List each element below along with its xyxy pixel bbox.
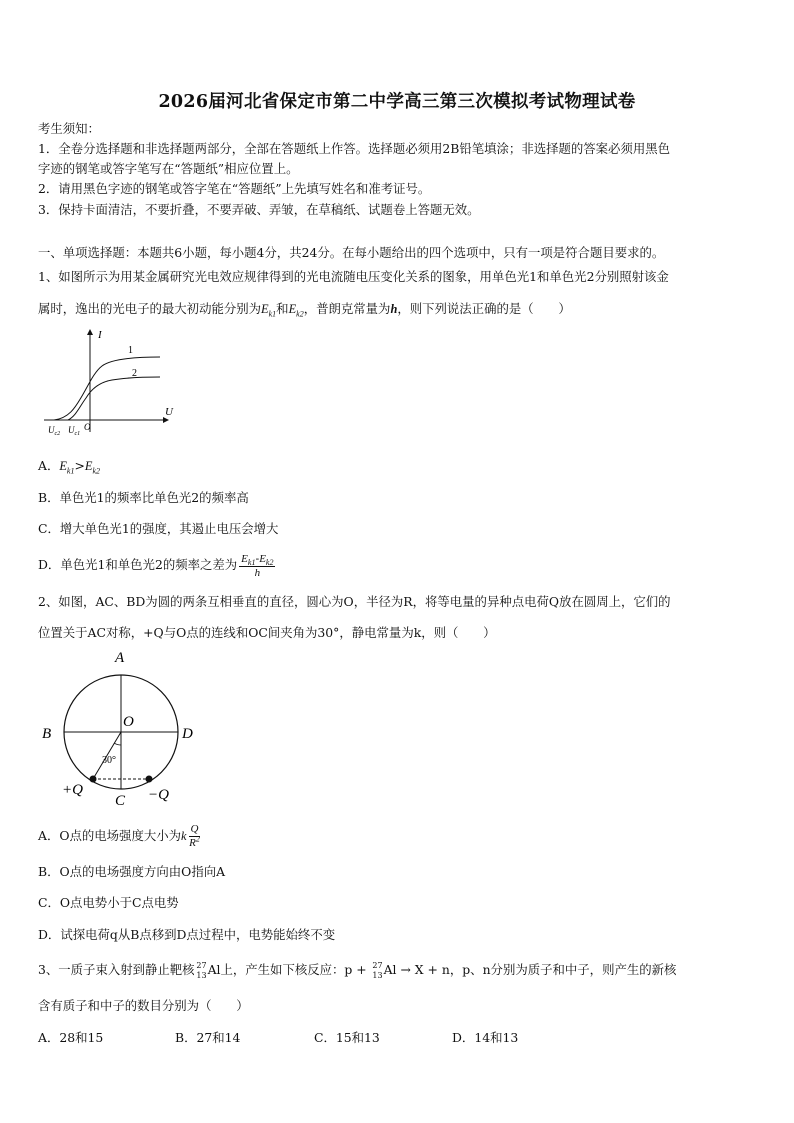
curve-1 (54, 357, 160, 420)
notice-item: 3．保持卡面清洁，不要折叠，不要弄破、弄皱，在草稿纸、试题卷上答题无效。 (38, 202, 480, 217)
plus-q-charge (90, 776, 97, 783)
q1-stem-line1: 1、如图所示为用某金属研究光电效应规律得到的光电流随电压变化关系的图象，用单色光1和单色光2分别照射该金 (38, 269, 669, 284)
q2-stem-line1: 2、如图，AC、BD为圆的两条互相垂直的直径，圆心为O，半径为R，将等电量的异种点电荷Q放在圆周上，它们的 (38, 594, 671, 609)
notice-item: 1．全卷分选择题和非选择题两部分，全部在答题纸上作答。选择题必须用2B铅笔填涂；非选择题的答案必须用黑色 (38, 141, 671, 156)
q2-option-c: C．O点电势小于C点电势 (38, 895, 179, 910)
reaction-equation: p + 27 13 Al → X + n (344, 960, 450, 980)
q3-stem-line2: 含有质子和中子的数目分别为（ ） (38, 998, 249, 1013)
plus-q-label: +Q (62, 782, 83, 798)
q3-option-a: A．28和15 (38, 1030, 104, 1045)
photoelectric-iu-graph (40, 326, 180, 438)
point-o-label: O (123, 714, 134, 730)
minus-q-charge (146, 776, 153, 783)
q2-option-b: B．O点的电场强度方向由O指向A (38, 864, 226, 879)
nuclide-al: 27 13 (196, 960, 207, 980)
q2-option-d: D．试探电荷q从B点移到D点过程中，电势能始终不变 (38, 927, 336, 942)
axis-i-label: I (98, 329, 102, 341)
q2-option-a: A．O点的电场强度大小为k $\frac{Q}{R^2}$ (38, 823, 200, 849)
point-a-label: A (115, 650, 125, 666)
q3-option-c: C．15和13 (314, 1030, 380, 1045)
notice-item: 2．请用黑色字迹的钢笔或答字笔在“答题纸”上先填写姓名和准考证号。 (38, 181, 431, 196)
fraction: $\frac{E_{k1}-E_{k2}}{h}$ (241, 551, 274, 579)
notice-heading: 考生须知： (38, 121, 100, 136)
point-d-label: D (182, 726, 193, 742)
uc1-label: $U_{c1}$ (68, 425, 81, 437)
curve-2-label: 2 (132, 368, 137, 379)
q3-stem-line1: 3、一质子束入射到静止靶核 27 13 Al上，产生如下核反应：p + 27 13 Al → X + n，p、n分别为质子和中子，则产生的新核 (38, 960, 677, 980)
exam-title: 2026届河北省保定市第二中学高三第三次模拟考试物理试卷 (158, 92, 636, 112)
q3-option-b: B．27和14 (175, 1030, 241, 1045)
point-c-label: C (115, 793, 126, 809)
notice-item: 字迹的钢笔或答字笔写在“答题纸”相应位置上。 (38, 161, 299, 176)
uc2-label: $U_{c2}$ (48, 425, 61, 437)
angle-arc (114, 743, 121, 745)
q1-option-a: A．$E_{k1}>E_{k2}$ (38, 458, 101, 476)
curve-1-label: 1 (128, 345, 133, 356)
q1-option-d: D．单色光1和单色光2的频率之差为 $\frac{E_{k1}-E_{k2}}{h}$ (38, 551, 274, 579)
q1-option-b: B．单色光1的频率比单色光2的频率高 (38, 490, 249, 505)
q2-stem-line2: 位置关于AC对称，+Q与O点的连线和OC间夹角为30°，静电常量为k，则（ ） (38, 625, 496, 640)
minus-q-label: −Q (148, 787, 169, 803)
section-heading: 一、单项选择题：本题共6小题，每小题4分，共24分。在每小题给出的四个选项中，只有一项是符合题目要求的。 (38, 245, 665, 260)
point-b-label: B (42, 726, 52, 742)
origin-label: O (84, 422, 91, 432)
circle-charge-diagram (36, 648, 206, 810)
q3-option-d: D．14和13 (452, 1030, 519, 1045)
angle-label: 30° (102, 755, 116, 766)
q1-stem-line2: 属时，逸出的光电子的最大初动能分别为$E_{k1}$和$E_{k2}$，普朗克常量为h，则下列说法正确的是（ ） (38, 301, 571, 319)
axis-u-label: U (165, 406, 173, 418)
fraction: $\frac{Q}{R^2}$ (189, 823, 200, 849)
q1-option-c: C．增大单色光1的强度，其遏止电压会增大 (38, 521, 279, 536)
curve-2 (68, 377, 160, 420)
